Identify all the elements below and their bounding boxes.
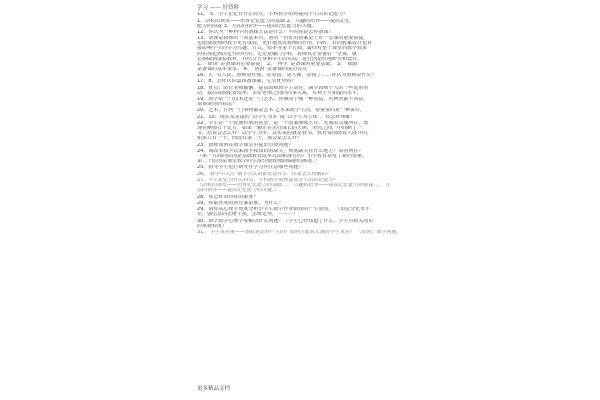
text-line: 29、你最喜欢的教育家是谁，为什么？ bbox=[197, 200, 284, 206]
text-line: （第一方面的原因是基础教育改革以前和现行的）小学教育是发了新的要素。 bbox=[197, 154, 368, 160]
text-line: 12、你认为一种科学的备课方法是什么？平时你是怎样备课？ bbox=[197, 30, 334, 36]
text-line: 16、7、有人说，教师是红烛，是春蚕，是人梯，是园丁……你认为教师是什么？ bbox=[197, 73, 377, 78]
text-line: 是备课的基本要求。 4、“创新”是备课的成功亮点 bbox=[197, 66, 307, 72]
text-line: 30、数学教学心理学要解决什么问题？（学生已经知道了什么，学生对相关知识 bbox=[197, 218, 374, 224]
text-line: 26、 教学中关注“数学公式的推论是什么” 你是怎么理解的？ bbox=[197, 171, 332, 177]
text-line: 21、10、现在常常提的“以学生为本”或“以学生为主体”，你怎样理解？ bbox=[197, 114, 356, 120]
text-line: 动，提高资源配置效率，亲密老师之间的同事关系，有利于互相提高水平。 bbox=[197, 90, 363, 96]
document-body bbox=[197, 11, 403, 235]
text-line: 23、教师如何在教学课堂中提出有效问题？ bbox=[197, 142, 294, 148]
text-line: 现在摩擦打个比方，如果一颗正在茁壮成长的大树，突然之间，中间断了一 bbox=[197, 126, 363, 132]
text-line: 22、学生是一个民族传承的希望，是一个国家继续生存、发展的灵魂所在，既 bbox=[197, 121, 369, 127]
text-line: 19、教学是一门技术还是一门艺术，你倾向于哪一种看法，若两者都不同意， bbox=[197, 97, 369, 103]
text-line: 的掌握程度） bbox=[197, 223, 228, 229]
text-line: 差，强信息的思维干扰，思维定势， ·········） bbox=[197, 212, 298, 218]
text-line: 法的指导——提高记忆能力的关键。） bbox=[197, 188, 280, 194]
text-line: 25、指导学生进行研究性学习应注意哪些问题？ bbox=[197, 165, 304, 171]
text-line: 接影响学生的学习兴趣、方式、效率等多个方面，最终对整个课堂的教学效果 bbox=[197, 46, 368, 52]
text-line: 24、谈改革教学以来教学和知识的缺失，到底缺失在什么地方？原因何在？ bbox=[197, 148, 364, 154]
text-line: 如果只有一个，而没有第二个，那会是怎么样？ bbox=[197, 136, 303, 142]
text-line: 28、你怎样看待你的职业？ bbox=[197, 194, 259, 200]
text-line: （动机的诱发——培养记忆能力的基础二。 兴趣的培养——提高记忆能力的前提三。 方 bbox=[197, 183, 391, 189]
text-line: 31、 学生负担重——到底是怎样产生的？如何才能真正减轻学生负担？ （原因：教学问题， bbox=[197, 230, 402, 236]
text-line: 20、艺术，任何一门事物都是艺术 艺术来源于生活，要重要的是一种责任。 bbox=[197, 108, 365, 114]
text-line: 第二个原因是课堂教学的生成性使教师面临新的挑战。） bbox=[197, 159, 320, 165]
text-line: 27、学生记忆有什么特点，学科教学如何提高学生的识记能力？ bbox=[197, 178, 339, 184]
text-line: 必须做到深钻教材，并结合自身和学生的实际，进行创造性地研究和设计。 bbox=[197, 56, 363, 62]
text-line: 的实现起到决定性的作用。无论是哪门学科，教师真正要备好一堂课，就 bbox=[197, 51, 358, 57]
text-line: 节，您说会怎么样？以学生为本，其实说的就是教书，教育要围绕着人展开的， bbox=[197, 131, 373, 137]
text-line: 13、备课是教师的一项基本功。备出一份好的教案是上好一堂课的重要前提， bbox=[197, 36, 369, 42]
text-line: 29、请你从心理学角度分析小学生数学作业错误的产生原因。 （知觉分化水平 bbox=[197, 207, 370, 213]
text-line: 1、“研读”是备课的必要前提； 2、“博学”是备课的重要基础； 3、“细致” bbox=[197, 61, 361, 67]
text-line: 1、动机的诱发——培养记忆能力的基础 2、兴趣的培养——提高记忆 bbox=[197, 18, 350, 24]
text-line: 也能使教师的教学更有成效，更好地发挥教师的作用。同时，好的教案设计也直 bbox=[197, 41, 373, 47]
text-line: 11、 5、学生记忆有什么特点，学科教学如何提高学生的识记能力？ bbox=[197, 12, 349, 18]
page-footer: 更多精品文档 bbox=[197, 386, 231, 392]
page-header: 学习 —— 好资料 bbox=[197, 5, 239, 11]
text-line: 18、优点：防止老师偷懒，提高教师教学主动性。减少教师个人的一些选用举 bbox=[197, 85, 369, 91]
text-line: 请谈谈你的看法？ bbox=[197, 102, 238, 108]
text-line: 17、8、怎样认识集体备课制，它有优势吗？ bbox=[197, 79, 297, 85]
text-line: 能力的前提 3、方法的指导——提高记忆能力的关键。 bbox=[197, 23, 317, 29]
